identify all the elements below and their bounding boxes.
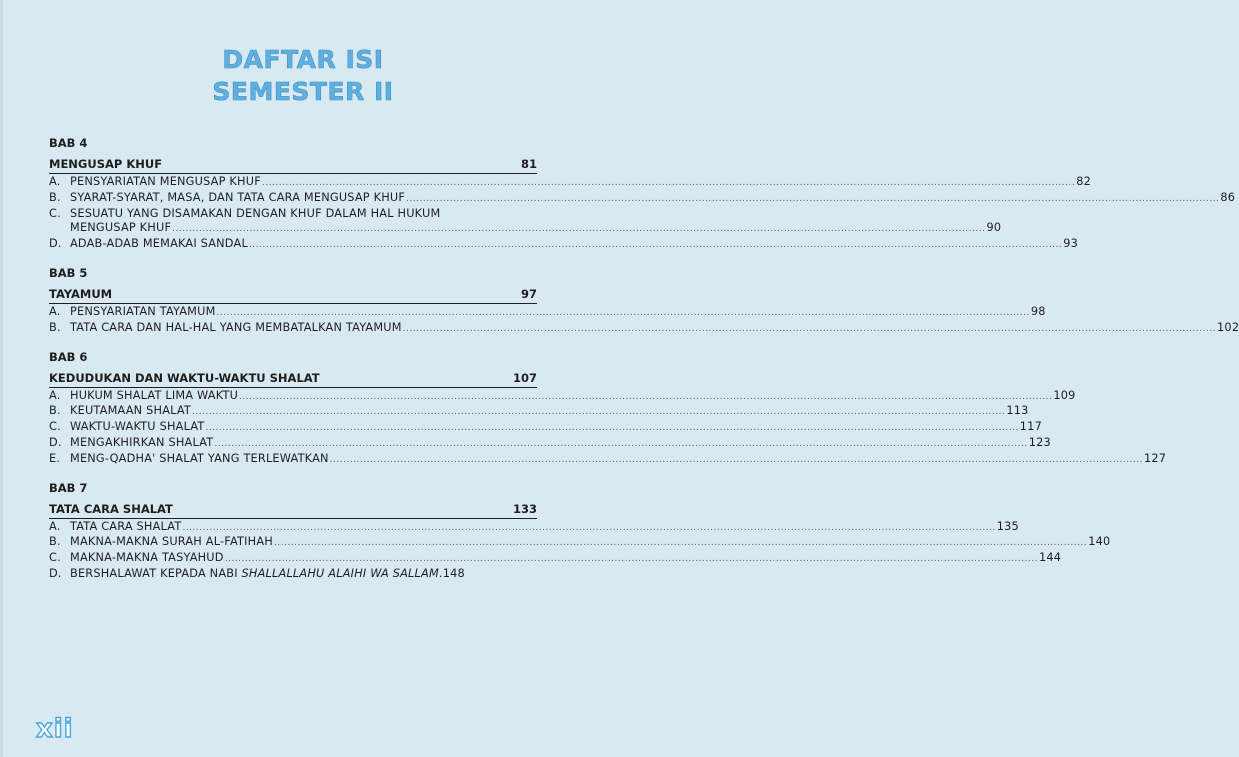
entry-title-prefix: BERSHALAWAT KEPADA NABI bbox=[70, 566, 242, 580]
chapter-5 bbox=[49, 265, 1239, 337]
entry-title: HUKUM SHALAT LIMA WAKTU bbox=[70, 388, 239, 402]
entry-page: 109 bbox=[1053, 388, 1076, 402]
chapter-number: BAB 6 bbox=[49, 349, 88, 364]
chapter-title: TATA CARA SHALAT bbox=[49, 501, 173, 516]
leader-dots bbox=[205, 421, 1018, 436]
entry-letter: D. bbox=[49, 435, 62, 449]
entry-letter: B. bbox=[49, 404, 61, 418]
leader-dots bbox=[262, 176, 1075, 191]
entry-letter: D. bbox=[49, 566, 62, 580]
leader-dots bbox=[172, 222, 985, 237]
leader-dots bbox=[214, 437, 1027, 452]
entry-letter: C. bbox=[49, 420, 61, 434]
chapter-heading[interactable] bbox=[49, 500, 537, 519]
leader-dots bbox=[330, 453, 1143, 468]
leader-dots bbox=[403, 322, 1216, 337]
chapter-number: BAB 5 bbox=[49, 265, 88, 280]
entry-letter: C. bbox=[49, 551, 61, 565]
chapter-number: BAB 7 bbox=[49, 480, 88, 495]
entry-letter: B. bbox=[49, 320, 61, 334]
entry-title: TATA CARA DAN HAL-HAL YANG MEMBATALKAN TAYAMUM bbox=[70, 320, 402, 334]
entry-title: KEUTAMAAN SHALAT bbox=[70, 404, 192, 418]
entry-title: MENG-QADHA' SHALAT YANG TERLEWATKAN bbox=[70, 451, 329, 465]
toc-entry[interactable] bbox=[49, 435, 1051, 452]
leader-dots bbox=[217, 306, 1030, 321]
entry-page: 113 bbox=[1006, 404, 1029, 418]
entry-letter: E. bbox=[49, 451, 61, 465]
semester-title: SEMESTER II bbox=[212, 77, 394, 106]
leader-dots bbox=[225, 552, 1038, 567]
entry-title: MAKNA-MAKNA SURAH AL-FATIHAH bbox=[70, 535, 273, 549]
entry-page: 90 bbox=[986, 221, 1002, 235]
chapter-number: BAB 4 bbox=[49, 136, 88, 150]
entry-title-end: . bbox=[438, 566, 443, 580]
toc-entry[interactable] bbox=[49, 320, 1239, 337]
entry-letter: A. bbox=[49, 388, 61, 402]
toc-entry[interactable] bbox=[49, 237, 1079, 253]
chapter-title: TAYAMUM bbox=[49, 286, 113, 301]
chapter-page: 81 bbox=[520, 157, 537, 171]
entry-page: 86 bbox=[1220, 190, 1236, 204]
chapter-page: 97 bbox=[520, 286, 537, 301]
toc-entry[interactable] bbox=[49, 551, 1062, 567]
toc-entry[interactable] bbox=[49, 535, 1111, 551]
entry-title: WAKTU-WAKTU SHALAT bbox=[70, 420, 205, 434]
entry-page: 117 bbox=[1019, 420, 1042, 434]
entry-title-continued: MENGUSAP KHUF bbox=[70, 221, 172, 235]
entry-title: MAKNA-MAKNA TASYAHUD bbox=[70, 551, 224, 565]
entry-letter: C. bbox=[49, 206, 61, 220]
toc-entry[interactable] bbox=[49, 304, 1046, 321]
entry-page: 144 bbox=[1039, 551, 1062, 565]
page-number: xii bbox=[36, 714, 74, 744]
entry-page: 98 bbox=[1030, 304, 1046, 318]
table-of-contents bbox=[49, 135, 1239, 594]
entry-title: SYARAT-SYARAT, MASA, DAN TATA CARA MENGUSAP KHUF bbox=[70, 190, 406, 204]
toc-entry[interactable] bbox=[49, 451, 1167, 468]
entry-title: MENGAKHIRKAN SHALAT bbox=[70, 435, 214, 449]
chapter-heading[interactable] bbox=[49, 285, 537, 304]
toc-entry[interactable] bbox=[49, 206, 1002, 238]
entry-letter: D. bbox=[49, 237, 62, 251]
entry-page: 140 bbox=[1088, 535, 1111, 549]
toc-entry[interactable] bbox=[49, 567, 537, 582]
entry-letter: A. bbox=[49, 304, 61, 318]
leader-dots bbox=[274, 536, 1087, 551]
leader-dots bbox=[406, 192, 1219, 207]
chapter-page: 107 bbox=[512, 370, 537, 385]
toc-title: DAFTAR ISI bbox=[222, 45, 384, 74]
chapter-title: MENGUSAP KHUF bbox=[49, 157, 163, 171]
toc-entry[interactable] bbox=[49, 388, 1076, 405]
toc-entry[interactable] bbox=[49, 175, 1091, 191]
entry-letter: A. bbox=[49, 519, 61, 533]
entry-letter: B. bbox=[49, 190, 61, 204]
entry-title-italic: SHALLALLAHU ALAIHI WA SALLAM bbox=[241, 566, 439, 580]
entry-page: 102 bbox=[1217, 320, 1239, 334]
entry-title: PENSYARIATAN MENGUSAP KHUF bbox=[70, 175, 261, 188]
chapter-7 bbox=[49, 480, 1111, 582]
entry-letter: B. bbox=[49, 535, 61, 549]
leader-dots bbox=[249, 238, 1062, 253]
entry-page: 93 bbox=[1063, 237, 1079, 251]
entry-title: SESUATU YANG DISAMAKAN DENGAN KHUF DALAM HAL HUKUM bbox=[70, 206, 441, 220]
leader-dots bbox=[192, 405, 1005, 420]
chapter-heading[interactable] bbox=[49, 155, 537, 174]
entry-title: PENSYARIATAN TAYAMUM bbox=[70, 304, 216, 318]
toc-entry[interactable] bbox=[49, 404, 1029, 420]
chapter-page: 133 bbox=[512, 501, 537, 516]
chapter-heading[interactable] bbox=[49, 369, 537, 388]
chapter-6 bbox=[49, 349, 1167, 468]
entry-title: ADAB-ADAB MEMAKAI SANDAL bbox=[70, 237, 248, 251]
entry-title: TATA CARA SHALAT bbox=[70, 519, 182, 533]
chapter-4 bbox=[49, 135, 1236, 253]
entry-page: 135 bbox=[996, 519, 1019, 533]
entry-page: 123 bbox=[1028, 435, 1051, 449]
chapter-title: KEDUDUKAN DAN WAKTU-WAKTU SHALAT bbox=[49, 370, 320, 385]
entry-page: 82 bbox=[1076, 175, 1091, 188]
toc-entry[interactable] bbox=[49, 519, 1019, 536]
entry-page: 127 bbox=[1144, 451, 1167, 465]
leader-dots bbox=[182, 521, 995, 536]
toc-entry[interactable] bbox=[49, 190, 1236, 207]
entry-title bbox=[70, 567, 443, 582]
leader-dots bbox=[239, 390, 1052, 405]
toc-entry[interactable] bbox=[49, 420, 1042, 436]
entry-page: 148 bbox=[442, 566, 465, 580]
entry-letter: A. bbox=[49, 175, 61, 188]
